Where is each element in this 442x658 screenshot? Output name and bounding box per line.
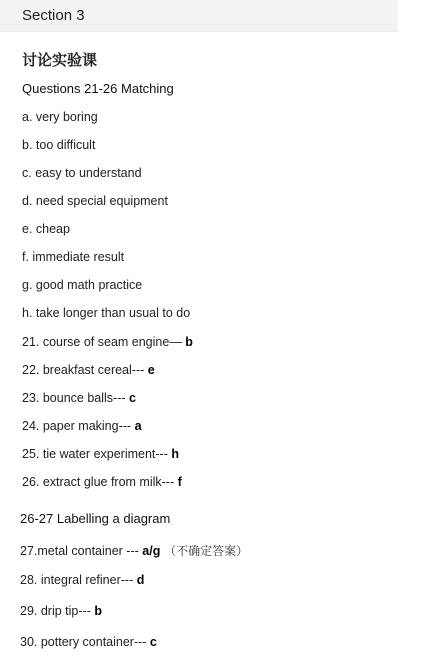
uncertain-note: （不确定答案） (160, 544, 249, 558)
section-label: Section 3 (22, 7, 85, 24)
option-b: b. too difficult (22, 138, 96, 152)
answer-letter: c (129, 391, 136, 405)
answer-row-24 (22, 419, 142, 433)
option-c: c. easy to understand (22, 166, 142, 180)
question-text: 29. drip tip--- (20, 604, 95, 618)
answer-letter: a (134, 419, 142, 433)
question-text: 27.metal container --- (20, 544, 143, 558)
section-header (0, 0, 398, 32)
question-text: 25. tie water experiment--- (22, 447, 172, 461)
question-text: 30. pottery container--- (20, 635, 150, 649)
answer-row-21 (22, 335, 193, 349)
question-text: 28. integral refiner--- (20, 573, 137, 587)
answer-row-27 (20, 542, 248, 559)
answer-row-30 (20, 635, 157, 649)
answer-row-23 (22, 391, 136, 405)
answer-row-25 (22, 447, 179, 461)
answer-row-22 (22, 363, 155, 377)
question-text: 22. breakfast cereal--- (22, 363, 148, 377)
question-text: 26. extract glue from milk--- (22, 475, 178, 489)
option-f: f. immediate result (22, 250, 125, 264)
page-title: 讨论实验课 (22, 51, 98, 69)
answer-letter: b (94, 604, 102, 618)
option-a: a. very boring (22, 110, 98, 124)
answer-row-28 (20, 573, 144, 587)
answer-row-26 (22, 475, 182, 489)
option-e: e. cheap (22, 222, 70, 236)
option-g: g. good math practice (22, 278, 143, 292)
matching-heading: Questions 21-26 Matching (22, 81, 174, 96)
question-text: 23. bounce balls--- (22, 391, 130, 405)
question-text: 21. course of seam engine— (22, 335, 186, 349)
question-text: 24. paper making--- (22, 419, 135, 433)
answer-letter: e (147, 363, 155, 377)
option-h: h. take longer than usual to do (22, 306, 191, 320)
answer-row-29 (20, 604, 102, 618)
answer-letter: h (171, 447, 179, 461)
option-d: d. need special equipment (22, 194, 168, 208)
answer-letter: d (136, 573, 145, 587)
answer-letter: c (149, 635, 157, 649)
diagram-heading: 26-27 Labelling a diagram (20, 511, 171, 526)
answer-letter: a/g (142, 544, 161, 558)
answer-letter: b (185, 335, 193, 349)
answer-letter: f (177, 475, 182, 489)
